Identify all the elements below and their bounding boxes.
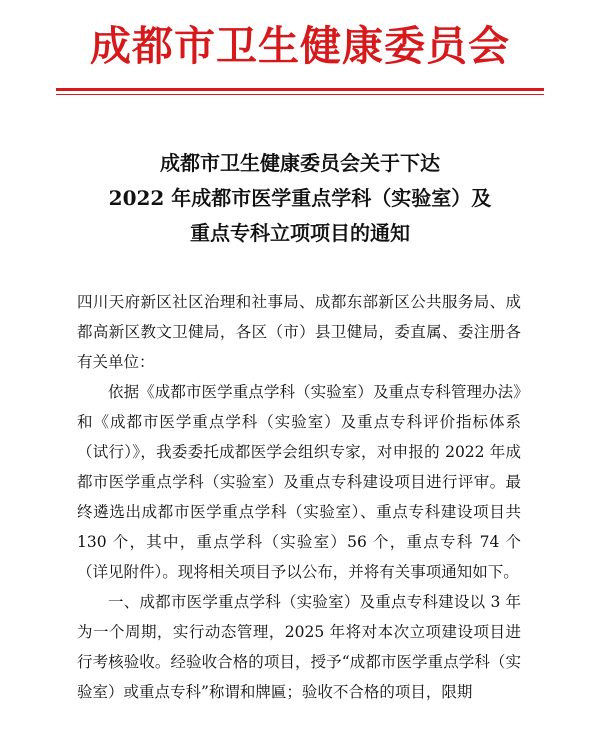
title-line-2: 2022 年成都市医学重点学科（实验室）及 [108, 186, 492, 210]
title-line-3: 重点专科立项项目的通知 [190, 221, 410, 245]
red-divider-thin [56, 94, 544, 95]
paragraph-1: 依据《成都市医学重点学科（实验室）及重点专科管理办法》和《成都市医学重点学科（实验室）及重点专科评价指标体系（试行）》，我委委托成都医学会组织专家，对申报的 2022 年成都市医学重点学科（实验室）及重点专科建设项目进行评审。最终遴选出成都市医学重点学科（实验室）、重点专科建设项目共 130 个，其中，重点学科（实验室）56 个，重点专科 74 个（详见附件）。现将相关项目予以公布，并将有关事项通知如下。 [77, 383, 521, 581]
paragraph-2: 一、成都市医学重点学科（实验室）及重点专科建设以 3 年为一个周期，实行动态管理，2025 年将对本次立项建设项目进行考核验收。经验收合格的项目，授予“成都市医学重点学科（实验室）或重点专科”称谓和牌匾；验收不合格的项目，限期 [77, 593, 521, 701]
document-title [60, 146, 540, 251]
title-line-1: 成都市卫生健康委员会关于下达 [160, 151, 440, 175]
masthead-red-header: 成都市卫生健康委员会 [90, 22, 510, 70]
red-divider-thick [56, 88, 544, 91]
document-body [77, 287, 521, 707]
addressee: 四川天府新区社区治理和社事局、成都东部新区公共服务局、成都高新区教文卫健局，各区（市）县卫健局，委直属、委注册各有关单位： [77, 293, 521, 371]
